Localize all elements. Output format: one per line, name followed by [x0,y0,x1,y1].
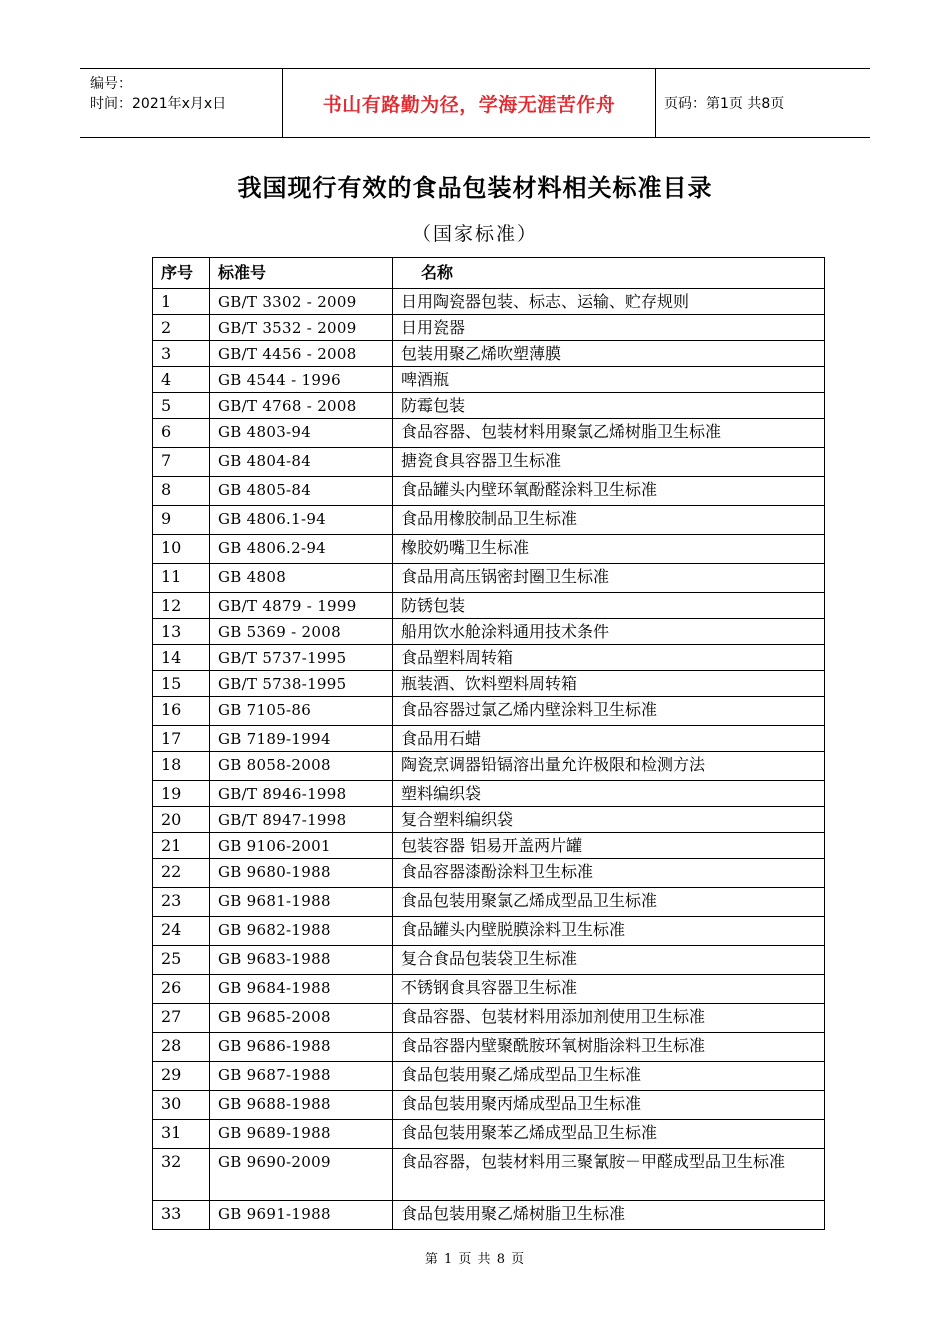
table-body [153,289,825,1230]
standard-code: GB 9106-2001 [210,833,393,859]
standard-code: GB 9685-2008 [210,1004,393,1033]
table-row [153,946,825,975]
standard-name: 不锈钢食具容器卫生标准 [393,975,825,1004]
standard-name: 食品包装用聚乙烯树脂卫生标准 [393,1201,825,1230]
standard-code: GB 7189-1994 [210,726,393,752]
row-number: 15 [153,671,210,697]
document-number: 编号： [90,76,132,92]
standard-name: 搪瓷食具容器卫生标准 [393,448,825,477]
standard-name: 橡胶奶嘴卫生标准 [393,535,825,564]
header-page-cell [654,69,870,137]
table-row [153,341,825,367]
table-row [153,833,825,859]
document-title: 我国现行有效的食品包装材料相关标准目录 [237,174,713,202]
row-number: 28 [153,1033,210,1062]
table-row [153,781,825,807]
standard-name: 船用饮水舱涂料通用技术条件 [393,619,825,645]
table-row [153,315,825,341]
standard-name: 包装容器 铝易开盖两片罐 [393,833,825,859]
standard-name: 食品包装用聚乙烯成型品卫生标准 [393,1062,825,1091]
header-motto-cell [282,69,656,137]
standard-code: GB/T 5737-1995 [210,645,393,671]
header-page-info: 页码：第1页 共8页 [664,96,785,112]
standard-name: 日用陶瓷器包装、标志、运输、贮存规则 [393,289,825,315]
table-row [153,807,825,833]
standard-code: GB 4804-84 [210,448,393,477]
table-row [153,888,825,917]
table-row [153,726,825,752]
standard-code: GB 4803-94 [210,419,393,448]
table-row [153,697,825,726]
row-number: 19 [153,781,210,807]
row-number: 3 [153,341,210,367]
column-header-number: 序号 [153,258,210,289]
table-row [153,671,825,697]
row-number: 21 [153,833,210,859]
table-row [153,289,825,315]
row-number: 29 [153,1062,210,1091]
table-row [153,645,825,671]
standard-code: GB/T 3302 - 2009 [210,289,393,315]
standard-name: 食品容器，包装材料用三聚氰胺－甲醛成型品卫生标准 [393,1149,825,1201]
row-number: 26 [153,975,210,1004]
row-number: 7 [153,448,210,477]
row-number: 11 [153,564,210,593]
standard-name: 复合食品包装袋卫生标准 [393,946,825,975]
row-number: 1 [153,289,210,315]
page-header [80,68,870,138]
standard-code: GB 9689-1988 [210,1120,393,1149]
row-number: 12 [153,593,210,619]
row-number: 24 [153,917,210,946]
row-number: 27 [153,1004,210,1033]
standard-code: GB/T 4456 - 2008 [210,341,393,367]
standard-code: GB/T 4879 - 1999 [210,593,393,619]
row-number: 32 [153,1149,210,1201]
table-row [153,1149,825,1201]
standard-name: 啤酒瓶 [393,367,825,393]
standard-code: GB 9682-1988 [210,917,393,946]
standard-name: 日用瓷器 [393,315,825,341]
standard-name: 食品容器漆酚涂料卫生标准 [393,859,825,888]
row-number: 13 [153,619,210,645]
row-number: 4 [153,367,210,393]
row-number: 6 [153,419,210,448]
standard-name: 防锈包装 [393,593,825,619]
standard-name: 食品包装用聚苯乙烯成型品卫生标准 [393,1120,825,1149]
standard-name: 食品用高压锅密封圈卫生标准 [393,564,825,593]
table-row [153,1004,825,1033]
standard-name: 食品容器、包装材料用添加剂使用卫生标准 [393,1004,825,1033]
table-row [153,859,825,888]
standard-code: GB 9691-1988 [210,1201,393,1230]
row-number: 18 [153,752,210,781]
column-header-name: 名称 [393,258,825,289]
standard-name: 陶瓷烹调器铅镉溶出量允许极限和检测方法 [393,752,825,781]
row-number: 17 [153,726,210,752]
row-number: 25 [153,946,210,975]
standard-name: 食品容器过氯乙烯内壁涂料卫生标准 [393,697,825,726]
table-row [153,477,825,506]
standard-name: 食品用石蜡 [393,726,825,752]
document-subtitle: （国家标准） [411,223,538,245]
table-row [153,1033,825,1062]
table-row [153,393,825,419]
table-row [153,1062,825,1091]
standard-code: GB 8058-2008 [210,752,393,781]
row-number: 16 [153,697,210,726]
standard-name: 防霉包装 [393,393,825,419]
standard-code: GB 9680-1988 [210,859,393,888]
table-row [153,619,825,645]
standard-name: 食品包装用聚氯乙烯成型品卫生标准 [393,888,825,917]
standard-code: GB 9688-1988 [210,1091,393,1120]
table-row [153,367,825,393]
standard-code: GB/T 8947-1998 [210,807,393,833]
table-row [153,752,825,781]
table-row [153,564,825,593]
column-header-code: 标准号 [210,258,393,289]
standard-code: GB 4544 - 1996 [210,367,393,393]
table-row [153,593,825,619]
row-number: 20 [153,807,210,833]
standard-code: GB 9681-1988 [210,888,393,917]
row-number: 14 [153,645,210,671]
standard-name: 食品包装用聚丙烯成型品卫生标准 [393,1091,825,1120]
standard-code: GB 9683-1988 [210,946,393,975]
standard-code: GB 9686-1988 [210,1033,393,1062]
row-number: 33 [153,1201,210,1230]
standard-code: GB/T 4768 - 2008 [210,393,393,419]
standard-name: 复合塑料编织袋 [393,807,825,833]
table-row [153,1091,825,1120]
row-number: 5 [153,393,210,419]
row-number: 30 [153,1091,210,1120]
standard-code: GB 4808 [210,564,393,593]
standard-name: 瓶装酒、饮料塑料周转箱 [393,671,825,697]
row-number: 8 [153,477,210,506]
standard-name: 塑料编织袋 [393,781,825,807]
standard-code: GB 9684-1988 [210,975,393,1004]
page-footer: 第 1 页 共 8 页 [424,1252,526,1267]
table-header-row [153,258,825,289]
table-row [153,1201,825,1230]
standard-code: GB/T 5738-1995 [210,671,393,697]
standard-code: GB 9690-2009 [210,1149,393,1201]
row-number: 9 [153,506,210,535]
document-date: 时间：2021年x月x日 [90,96,227,112]
table-row [153,448,825,477]
standard-code: GB/T 8946-1998 [210,781,393,807]
header-meta [80,69,282,137]
table-row [153,917,825,946]
standard-code: GB 9687-1988 [210,1062,393,1091]
row-number: 23 [153,888,210,917]
standard-name: 食品罐头内壁脱膜涂料卫生标准 [393,917,825,946]
row-number: 10 [153,535,210,564]
standard-code: GB 4806.1-94 [210,506,393,535]
row-number: 22 [153,859,210,888]
table-row [153,506,825,535]
header-motto: 书山有路勤为径，学海无涯苦作舟 [322,93,616,116]
row-number: 2 [153,315,210,341]
standard-code: GB 7105-86 [210,697,393,726]
standard-code: GB/T 3532 - 2009 [210,315,393,341]
table-row [153,1120,825,1149]
standard-name: 食品容器内壁聚酰胺环氧树脂涂料卫生标准 [393,1033,825,1062]
table-row [153,975,825,1004]
standard-code: GB 4806.2-94 [210,535,393,564]
standard-name: 食品用橡胶制品卫生标准 [393,506,825,535]
standard-name: 食品容器、包装材料用聚氯乙烯树脂卫生标准 [393,419,825,448]
standard-name: 食品罐头内壁环氧酚醛涂料卫生标准 [393,477,825,506]
standards-table [152,257,825,1230]
table-row [153,535,825,564]
table-row [153,419,825,448]
standard-code: GB 4805-84 [210,477,393,506]
standard-name: 食品塑料周转箱 [393,645,825,671]
standard-name: 包装用聚乙烯吹塑薄膜 [393,341,825,367]
standard-code: GB 5369 - 2008 [210,619,393,645]
row-number: 31 [153,1120,210,1149]
